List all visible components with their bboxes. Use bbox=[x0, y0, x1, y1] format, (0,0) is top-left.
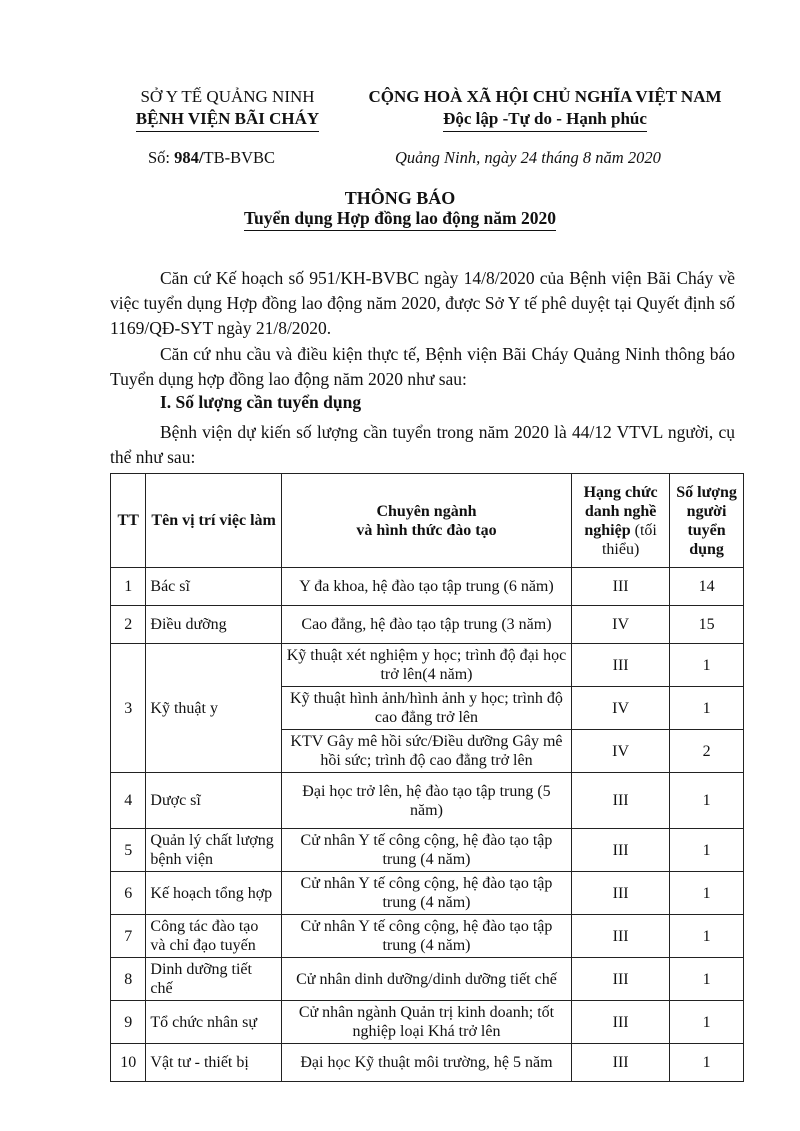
cell-quantity: 1 bbox=[670, 1044, 744, 1082]
header-major bbox=[281, 474, 571, 568]
org-name: BỆNH VIỆN BÃI CHÁY bbox=[136, 108, 319, 132]
header-position: Tên vị trí việc làm bbox=[146, 474, 281, 568]
nation-name: CỘNG HOÀ XÃ HỘI CHỦ NGHĨA VIỆT NAM bbox=[368, 87, 722, 106]
table-row bbox=[111, 872, 744, 915]
cell-major: KTV Gây mê hồi sức/Điều dưỡng Gây mê hồi sức; trình độ cao đẳng trở lên bbox=[281, 730, 571, 773]
cell-position: Tổ chức nhân sự bbox=[146, 1001, 281, 1044]
section-heading: I. Số lượng cần tuyển dụng bbox=[160, 392, 362, 412]
organization-header bbox=[110, 86, 345, 132]
cell-tt: 9 bbox=[111, 1001, 146, 1044]
cell-rank: III bbox=[572, 1044, 670, 1082]
cell-major: Cử nhân dinh dưỡng/dinh dưỡng tiết chế bbox=[281, 958, 571, 1001]
header-major-line2: và hình thức đào tạo bbox=[356, 521, 497, 539]
cell-quantity: 1 bbox=[670, 687, 744, 730]
cell-quantity: 14 bbox=[670, 568, 744, 606]
table-row bbox=[111, 1001, 744, 1044]
paragraph-announcement: Căn cứ nhu cầu và điều kiện thực tế, Bệnh viện Bãi Cháy Quảng Ninh thông báo Tuyển dụng hợp đồng lao động năm 2020 như sau: bbox=[110, 344, 735, 389]
cell-position: Bác sĩ bbox=[146, 568, 281, 606]
cell-quantity: 1 bbox=[670, 773, 744, 829]
cell-position: Dinh dưỡng tiết chế bbox=[146, 958, 281, 1001]
cell-quantity: 1 bbox=[670, 644, 744, 687]
cell-rank: III bbox=[572, 915, 670, 958]
cell-quantity: 2 bbox=[670, 730, 744, 773]
cell-position: Dược sĩ bbox=[146, 773, 281, 829]
cell-rank: III bbox=[572, 872, 670, 915]
nation-motto: Độc lập -Tự do - Hạnh phúc bbox=[443, 108, 647, 132]
cell-rank: III bbox=[572, 568, 670, 606]
cell-tt: 6 bbox=[111, 872, 146, 915]
header-tt: TT bbox=[111, 474, 146, 568]
header-rank-note: (tối thiểu) bbox=[601, 521, 657, 558]
cell-quantity: 1 bbox=[670, 1001, 744, 1044]
table-row bbox=[111, 958, 744, 1001]
paragraph-quantity: Bệnh viện dự kiến số lượng cần tuyển trong năm 2020 là 44/12 VTVL người, cụ thể như sau: bbox=[110, 422, 735, 467]
cell-tt: 10 bbox=[111, 1044, 146, 1082]
cell-tt: 4 bbox=[111, 773, 146, 829]
cell-rank: IV bbox=[572, 687, 670, 730]
cell-major: Cao đẳng, hệ đào tạo tập trung (3 năm) bbox=[281, 606, 571, 644]
table-row bbox=[111, 915, 744, 958]
cell-tt: 5 bbox=[111, 829, 146, 872]
cell-major: Đại học Kỹ thuật môi trường, hệ 5 năm bbox=[281, 1044, 571, 1082]
header-rank-label: Hạng chức danh nghề nghiệp bbox=[583, 483, 658, 539]
national-header bbox=[355, 86, 735, 132]
cell-position: Vật tư - thiết bị bbox=[146, 1044, 281, 1082]
cell-major: Y đa khoa, hệ đào tạo tập trung (6 năm) bbox=[281, 568, 571, 606]
table-row bbox=[111, 644, 744, 687]
cell-major: Kỹ thuật xét nghiệm y học; trình độ đại học trở lên(4 năm) bbox=[281, 644, 571, 687]
header-rank bbox=[572, 474, 670, 568]
doc-number-prefix: Số: bbox=[148, 148, 175, 167]
table-row bbox=[111, 568, 744, 606]
header-quantity: Số lượng người tuyển dụng bbox=[670, 474, 744, 568]
document-subtitle: Tuyển dụng Hợp đồng lao động năm 2020 bbox=[244, 208, 556, 231]
cell-major: Cử nhân ngành Quản trị kinh doanh; tốt nghiệp loại Khá trở lên bbox=[281, 1001, 571, 1044]
cell-quantity: 1 bbox=[670, 958, 744, 1001]
document-number bbox=[148, 148, 275, 168]
cell-tt: 1 bbox=[111, 568, 146, 606]
cell-rank: III bbox=[572, 1001, 670, 1044]
cell-rank: III bbox=[572, 958, 670, 1001]
table-row bbox=[111, 829, 744, 872]
cell-quantity: 1 bbox=[670, 915, 744, 958]
cell-quantity: 1 bbox=[670, 829, 744, 872]
doc-number-value: 984/ bbox=[174, 148, 204, 167]
cell-position: Kỹ thuật y bbox=[146, 644, 281, 773]
cell-quantity: 1 bbox=[670, 872, 744, 915]
cell-position: Kế hoạch tổng hợp bbox=[146, 872, 281, 915]
cell-rank: IV bbox=[572, 730, 670, 773]
cell-major: Kỹ thuật hình ảnh/hình ảnh y học; trình độ cao đẳng trở lên bbox=[281, 687, 571, 730]
cell-tt: 7 bbox=[111, 915, 146, 958]
doc-number-suffix: TB-BVBC bbox=[203, 148, 275, 167]
table-row bbox=[111, 606, 744, 644]
cell-major: Đại học trở lên, hệ đào tạo tập trung (5 năm) bbox=[281, 773, 571, 829]
document-date: Quảng Ninh, ngày 24 tháng 8 năm 2020 bbox=[395, 148, 661, 167]
paragraph-basis: Căn cứ Kế hoạch số 951/KH-BVBC ngày 14/8/2020 của Bệnh viện Bãi Cháy về việc tuyển dụng Hợp đồng lao động năm 2020, được Sở Y tế phê duyệt tại Quyết định số 1169/QĐ-SYT ngày 21/8/2020. bbox=[110, 268, 735, 338]
table-row bbox=[111, 1044, 744, 1082]
cell-tt: 8 bbox=[111, 958, 146, 1001]
cell-rank: III bbox=[572, 644, 670, 687]
cell-position: Công tác đào tạo và chỉ đạo tuyến bbox=[146, 915, 281, 958]
cell-rank: IV bbox=[572, 606, 670, 644]
recruitment-table bbox=[110, 473, 744, 1082]
org-parent-name: SỞ Y TẾ QUẢNG NINH bbox=[140, 87, 315, 106]
cell-rank: III bbox=[572, 773, 670, 829]
cell-quantity: 15 bbox=[670, 606, 744, 644]
cell-rank: III bbox=[572, 829, 670, 872]
cell-major: Cử nhân Y tế công cộng, hệ đào tạo tập trung (4 năm) bbox=[281, 915, 571, 958]
table-header-row bbox=[111, 474, 744, 568]
cell-major: Cử nhân Y tế công cộng, hệ đào tạo tập trung (4 năm) bbox=[281, 829, 571, 872]
cell-position: Quản lý chất lượng bệnh viện bbox=[146, 829, 281, 872]
document-title: THÔNG BÁO bbox=[344, 188, 456, 208]
cell-tt: 3 bbox=[111, 644, 146, 773]
header-major-line1: Chuyên ngành bbox=[376, 502, 477, 520]
table-row bbox=[111, 773, 744, 829]
cell-major: Cử nhân Y tế công cộng, hệ đào tạo tập trung (4 năm) bbox=[281, 872, 571, 915]
cell-tt: 2 bbox=[111, 606, 146, 644]
cell-position: Điều dưỡng bbox=[146, 606, 281, 644]
